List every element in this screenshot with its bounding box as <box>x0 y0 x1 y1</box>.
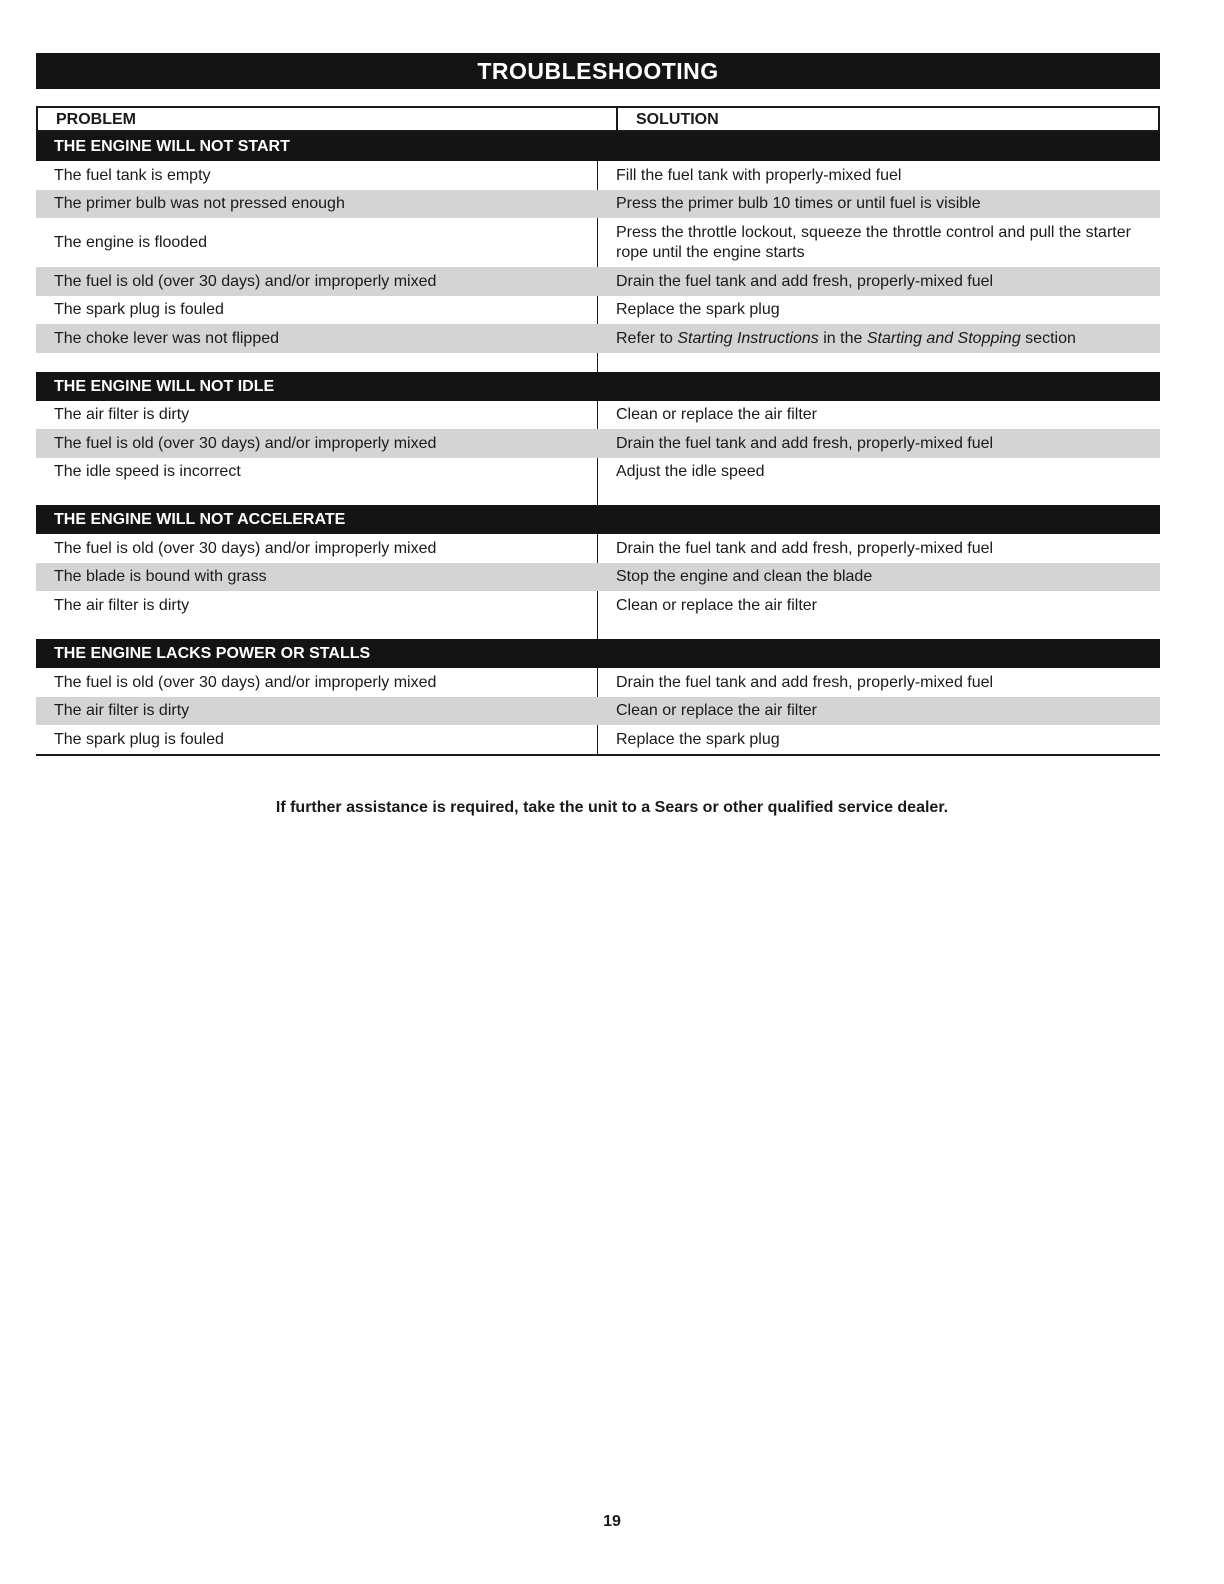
table-row <box>36 324 1160 353</box>
table-row <box>36 458 1160 486</box>
solution-cell: Replace the spark plug <box>616 730 780 748</box>
table-row <box>36 161 1160 190</box>
solution-text: in the <box>823 329 863 347</box>
reference-starting-instructions: Starting Instructions <box>677 329 819 347</box>
table-row <box>36 591 1160 620</box>
problem-cell: The spark plug is fouled <box>54 301 224 318</box>
problem-cell: The blade is bound with grass <box>54 568 267 585</box>
section-title: THE ENGINE LACKS POWER OR STALLS <box>36 639 1160 668</box>
table-row <box>36 697 1160 725</box>
service-note: If further assistance is required, take the unit to a Sears or other qualified service dealer. <box>275 799 949 816</box>
table-row <box>36 267 1160 296</box>
page-number: 19 <box>603 1513 621 1530</box>
solution-cell: Clean or replace the air filter <box>616 702 817 719</box>
table-row <box>36 296 1160 324</box>
solution-cell: Press the primer bulb 10 times or until fuel is visible <box>616 195 981 212</box>
table-row <box>36 668 1160 697</box>
solution-text: Refer to <box>616 329 673 347</box>
problem-cell: The primer bulb was not pressed enough <box>54 195 345 212</box>
problem-cell: The choke lever was not flipped <box>54 329 280 347</box>
solution-cell: Clean or replace the air filter <box>616 406 817 423</box>
troubleshooting-table <box>36 106 1160 756</box>
problem-cell: The fuel is old (over 30 days) and/or improperly mixed <box>54 272 437 290</box>
problem-cell: The fuel tank is empty <box>54 166 211 184</box>
problem-column-header: PROBLEM <box>38 108 618 130</box>
table-row <box>36 725 1160 754</box>
solution-cell: Adjust the idle speed <box>616 463 765 480</box>
problem-cell: The air filter is dirty <box>54 596 190 614</box>
section-title: THE ENGINE WILL NOT ACCELERATE <box>36 505 1160 534</box>
section-spacer <box>36 353 1160 372</box>
solution-cell: Drain the fuel tank and add fresh, properly-mixed fuel <box>616 434 994 452</box>
problem-cell: The fuel is old (over 30 days) and/or improperly mixed <box>54 539 437 557</box>
problem-cell: The air filter is dirty <box>54 702 190 719</box>
solution-cell: Drain the fuel tank and add fresh, properly-mixed fuel <box>616 673 994 691</box>
table-header <box>36 106 1160 132</box>
problem-cell: The idle speed is incorrect <box>54 463 241 480</box>
table-row <box>36 401 1160 429</box>
section-spacer <box>36 486 1160 505</box>
table-row <box>36 190 1160 218</box>
solution-cell: Fill the fuel tank with properly-mixed fuel <box>616 166 902 184</box>
table-row <box>36 534 1160 563</box>
table-row <box>36 429 1160 458</box>
solution-cell: Press the throttle lockout, squeeze the throttle control and pull the starter rope until the engine starts <box>616 223 1131 261</box>
solution-cell: Drain the fuel tank and add fresh, properly-mixed fuel <box>616 272 994 290</box>
reference-starting-and-stopping: Starting and Stopping <box>866 329 1021 347</box>
table-row <box>36 218 1160 267</box>
problem-cell: The engine is flooded <box>54 233 207 251</box>
section-title: THE ENGINE WILL NOT IDLE <box>36 372 1160 401</box>
solution-cell: Stop the engine and clean the blade <box>616 568 873 585</box>
problem-cell: The spark plug is fouled <box>54 730 224 748</box>
section-title: THE ENGINE WILL NOT START <box>36 132 1160 161</box>
section-spacer <box>36 620 1160 639</box>
table-row <box>36 563 1160 591</box>
solution-cell: Clean or replace the air filter <box>616 596 817 614</box>
solution-cell <box>597 324 1160 353</box>
problem-cell: The air filter is dirty <box>54 406 190 423</box>
problem-cell: The fuel is old (over 30 days) and/or improperly mixed <box>54 673 437 691</box>
solution-column-header: SOLUTION <box>636 111 719 128</box>
solution-cell: Replace the spark plug <box>616 301 780 318</box>
solution-cell: Drain the fuel tank and add fresh, properly-mixed fuel <box>616 539 994 557</box>
page-title: TROUBLESHOOTING <box>36 53 1160 89</box>
problem-cell: The fuel is old (over 30 days) and/or improperly mixed <box>54 434 437 452</box>
solution-text: section <box>1025 329 1076 347</box>
